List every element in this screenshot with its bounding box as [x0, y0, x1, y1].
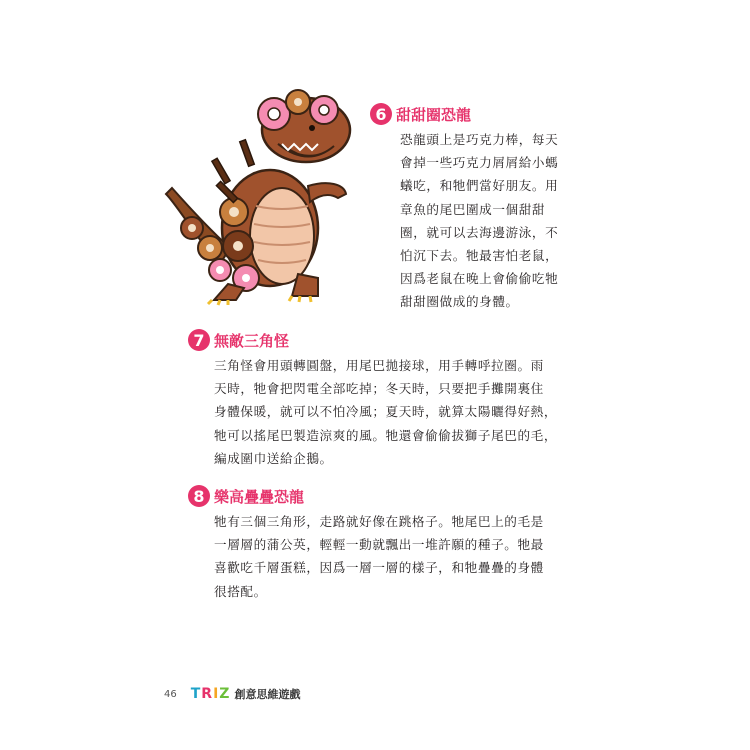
body-line: 牠可以搖尾巴製造涼爽的風。牠還會偷偷拔獅子尾巴的毛，: [214, 427, 558, 443]
body-line: 身體保暖，就可以不怕冷風；夏天時，就算太陽曬得好熱，: [214, 404, 558, 420]
entry-heading: [188, 326, 572, 354]
body-line: 編成圍巾送給企鵝。: [214, 450, 333, 466]
entry-heading: [188, 482, 572, 510]
page-footer: [164, 686, 300, 702]
entry-body: [214, 354, 570, 470]
page-number: 46: [164, 688, 177, 700]
brand-subtitle: 創意思維遊戲: [234, 688, 301, 701]
body-line: 蟻吃，和牠們當好朋友。用: [400, 178, 559, 194]
body-line: 圈，就可以去海邊游泳，不: [400, 224, 559, 240]
body-line: 怕沉下去。牠最害怕老鼠，: [400, 248, 559, 264]
body-line: 恐龍頭上是巧克力棒，每天: [400, 132, 559, 147]
brand-letter: T: [190, 686, 202, 702]
body-line: 三角怪會用頭轉圓盤，用尾巴拋接球，用手轉呼拉圈。雨: [214, 358, 544, 373]
body-line: 一層層的蒲公英，輕輕一動就飄出一堆許願的種子。牠最: [214, 537, 544, 553]
body-line: 喜歡吃千層蛋糕，因爲一層一層的樣子，和牠疊疊的身體: [214, 560, 544, 576]
entry-heading: [370, 100, 588, 128]
entry-invincible-triangle-monster: [188, 326, 572, 470]
brand-letter: Z: [219, 686, 231, 702]
body-line: 牠有三個三角形，走路就好像在跳格子。牠尾巴上的毛是: [214, 514, 544, 529]
brand-letter: I: [213, 686, 220, 702]
dinosaur-belly: [250, 188, 314, 284]
entry-title: 甜甜圈恐龍: [396, 105, 472, 124]
number-badge: 6: [370, 103, 392, 125]
body-line: 會掉一些巧克力屑屑給小螞: [400, 155, 559, 171]
entry-title: 無敵三角怪: [214, 331, 290, 350]
number-badge: 8: [188, 485, 210, 507]
entry-body: [400, 128, 586, 314]
body-line: 天時，牠會把閃電全部吃掉；冬天時，只要把手攤開裏住: [214, 381, 544, 397]
brand-logo: [191, 686, 231, 702]
entry-body: [214, 510, 570, 603]
body-line: 因爲老鼠在晚上會偷偷吃牠: [400, 271, 559, 287]
entry-title: 樂高疊疊恐龍: [214, 487, 305, 506]
number-badge: 7: [188, 329, 210, 351]
entry-lego-stacking-dinosaur: [188, 482, 572, 603]
brand-letter: R: [201, 686, 214, 702]
body-line: 甜甜圈做成的身體。: [400, 294, 519, 310]
body-line: 很搭配。: [214, 583, 267, 599]
donut-dinosaur-illustration: [158, 88, 358, 306]
dinosaur-head: [258, 90, 350, 162]
entry-donut-dinosaur: [370, 100, 588, 314]
body-line: 章魚的尾巴圍成一個甜甜: [400, 201, 546, 217]
